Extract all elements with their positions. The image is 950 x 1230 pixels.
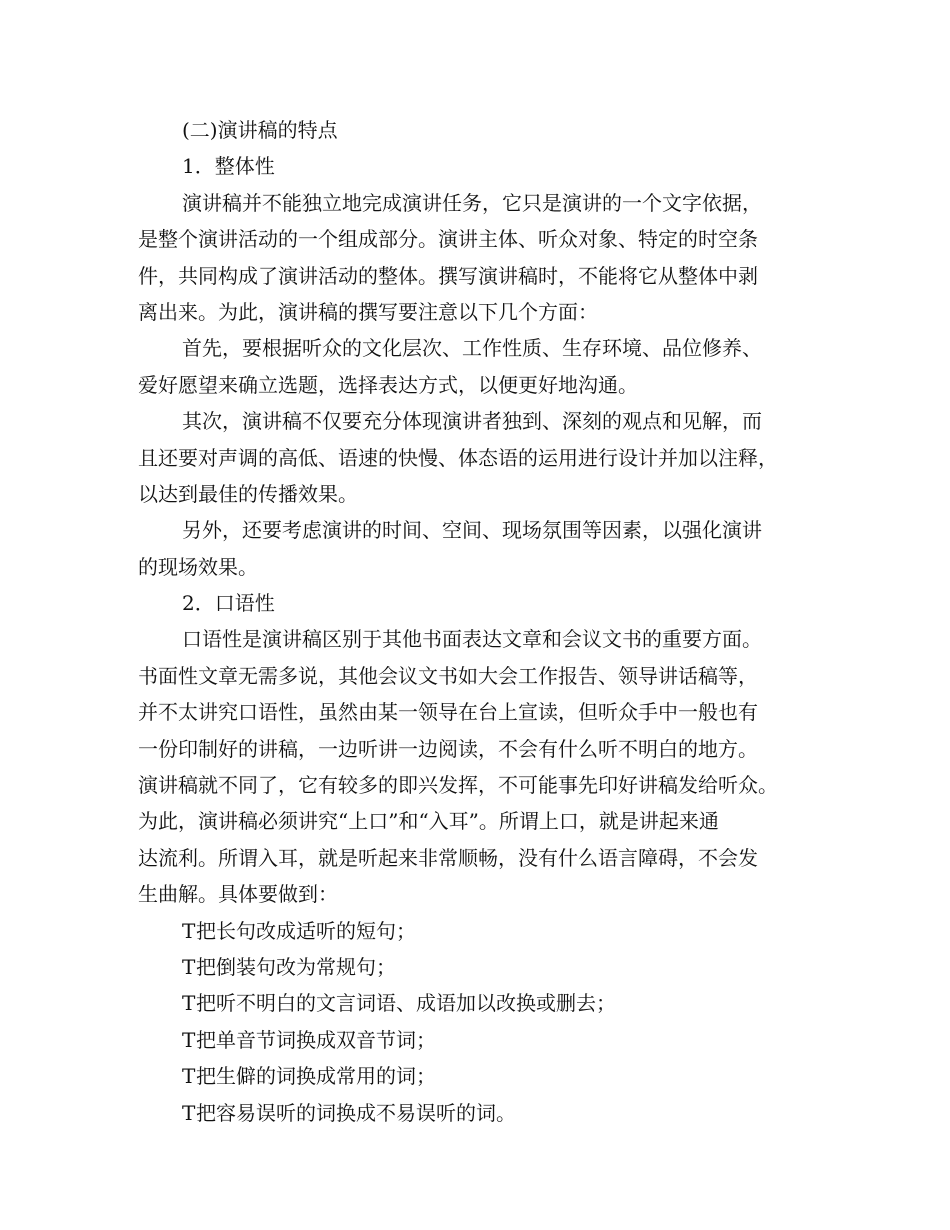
section-heading: (二)演讲稿的特点 [182,118,338,142]
bullet-mark: T [182,991,196,1016]
text-line: 以达到最佳的传播效果。 [138,481,358,506]
subsection-heading-integrity: 1．整体性 [182,154,275,179]
list-item-text: 把容易误听的词换成不易误听的词。 [196,1100,516,1125]
text-line: 并不太讲究口语性，虽然由某一领导在台上宣读，但听众手中一般也有 [138,700,758,725]
text-line: 离出来。为此，演讲稿的撰写要注意以下几个方面： [138,299,598,324]
bullet-mark: T [182,1027,196,1052]
text-line: 口语性是演讲稿区别于其他书面表达文章和会议文书的重要方面。 [182,627,762,652]
text-line: 演讲稿并不能独立地完成演讲任务，它只是演讲的一个文字依据， [182,190,762,215]
text-line: 书面性文章无需多说，其他会议文书如大会工作报告、领导讲话稿等， [138,663,758,688]
bullet-list [138,913,826,1131]
list-item [138,913,826,949]
text-line: 是整个演讲活动的一个组成部分。演讲主体、听众对象、特定的时空条 [138,227,758,252]
document-body [138,112,826,1131]
bullet-mark: T [182,1064,196,1089]
list-item [138,949,826,985]
text-line: 其次，演讲稿不仅要充分体现演讲者独到、深刻的观点和见解，而 [182,409,762,434]
subsection-heading-orality: 2．口语性 [182,591,275,616]
bullet-mark: T [182,954,196,979]
list-item-text: 把倒装句改为常规句； [196,954,396,979]
paragraph-additionally [138,512,826,585]
text-line: 一份印制好的讲稿，一边听讲一边阅读，不会有什么听不明白的地方。 [138,736,758,761]
paragraph-integrity-intro [138,185,826,331]
list-item [138,985,826,1021]
text-line: 首先，要根据听众的文化层次、工作性质、生存环境、品位修养、 [182,336,762,361]
list-item-text: 把长句改成适听的短句； [196,918,416,943]
list-item-text: 把生僻的词换成常用的词； [196,1064,436,1089]
paragraph-orality-intro [138,621,826,912]
bullet-mark: T [182,918,196,943]
text-line: 的现场效果。 [138,554,258,579]
text-line: 达流利。所谓入耳，就是听起来非常顺畅，没有什么语言障碍，不会发 [138,845,758,870]
list-item-text: 把单音节词换成双音节词； [196,1027,436,1052]
text-line: 爱好愿望来确立选题，选择表达方式，以便更好地沟通。 [138,372,638,397]
text-line: 演讲稿就不同了，它有较多的即兴发挥，不可能事先印好讲稿发给听众。 [138,773,778,798]
list-item [138,1022,826,1058]
text-line: 为此，演讲稿必须讲究“上口”和“入耳”。所谓上口，就是讲起来通 [138,809,719,834]
bullet-mark: T [182,1100,196,1125]
text-line: 件，共同构成了演讲活动的整体。撰写演讲稿时，不能将它从整体中剥 [138,263,758,288]
paragraph-first [138,330,826,403]
text-line: 生曲解。具体要做到： [138,882,338,907]
list-item [138,1095,826,1131]
paragraph-second [138,403,826,512]
text-line: 且还要对声调的高低、语速的快慢、体态语的运用进行设计并加以注释， [138,445,778,470]
list-item-text: 把听不明白的文言词语、成语加以改换或删去； [196,991,616,1016]
list-item [138,1058,826,1094]
text-line: 另外，还要考虑演讲的时间、空间、现场氛围等因素，以强化演讲 [182,518,762,543]
